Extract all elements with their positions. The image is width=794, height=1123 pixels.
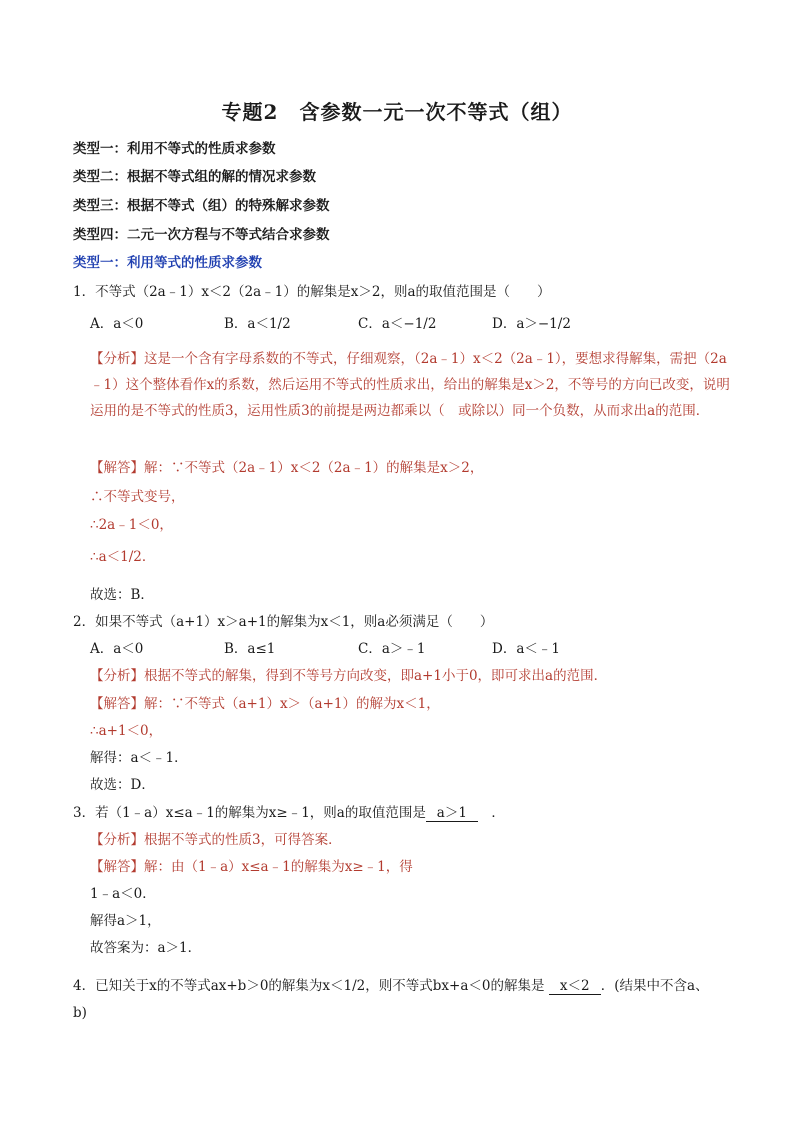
question-1-solution-line: ∴不等式变号， — [90, 489, 185, 505]
question-2-analysis: 【分析】根据不等式的解集，得到不等号方向改变，即a+1小于0，即可求出a的范围． — [90, 668, 608, 684]
option-c: C．a＞﹣1 — [358, 641, 426, 657]
type-list-item-2: 类型二：根据不等式组的解的情况求参数 — [73, 169, 316, 185]
question-3-analysis: 【分析】根据不等式的性质3，可得答案． — [90, 832, 342, 848]
answer-blank: x＜2 — [549, 974, 601, 995]
type-list-item-1: 类型一：利用不等式的性质求参数 — [73, 141, 276, 157]
question-1-options — [90, 312, 626, 332]
question-1-analysis: 【分析】这是一个含有字母系数的不等式，仔细观察，（2a﹣1）x＜2（2a﹣1），要想求得解集，需把（2a﹣1）这个整体看作x的系数，然后运用不等式的性质求出，给出的解集是x＞2，不等号的方向已改变，说明运用的是不等式的性质3，运用性质3的前提是两边都乘以（ 或除以）同一个负数，从而求出a的范围． — [90, 351, 730, 419]
section-heading: 类型一：利用等式的性质求参数 — [73, 255, 262, 271]
question-4-stem-continuation: b) — [73, 1005, 87, 1021]
answer-blank: a＞1 — [426, 801, 478, 822]
question-4-stem-text: 4．已知关于x的不等式ax+b＞0的解集为x＜1/2，则不等式bx+a＜0的解集是 — [73, 978, 545, 994]
option-d: D．a＜﹣1 — [492, 641, 560, 657]
question-4-stem-tail: ．(结果中不含a、 — [600, 978, 709, 994]
option-d: D．a＞−1/2 — [492, 316, 571, 332]
question-2-stem: 2．如果不等式（a+1）x＞a+1的解集为x＜1，则a必须满足（ ） — [73, 614, 494, 630]
question-2-options — [90, 637, 626, 657]
question-3-solution-line: 1﹣a＜0． — [90, 886, 156, 902]
question-1-solution-line: 故选：B． — [90, 587, 154, 603]
question-2-solution-line: 故选：D． — [90, 777, 155, 793]
question-3-stem-text: 3．若（1﹣a）x≤a﹣1的解集为x≥﹣1，则a的取值范围是 — [73, 805, 426, 821]
question-1-stem: 1．不等式（2a﹣1）x＜2（2a﹣1）的解集是x＞2，则a的取值范围是（ ） — [73, 284, 551, 300]
question-3-solution-line: 故答案为：a＞1． — [90, 940, 202, 956]
question-1-solution-line: ∴a＜1/2． — [90, 549, 156, 565]
period: ． — [477, 805, 505, 821]
option-a: A．a＜0 — [90, 316, 144, 332]
question-1-solution-line: ∴2a﹣1＜0， — [90, 517, 173, 533]
question-2-solution-line: ∴a+1＜0， — [90, 723, 163, 739]
page-title: 专题2 含参数一元一次不等式（组） — [221, 100, 573, 124]
type-list-item-3: 类型三：根据不等式（组）的特殊解求参数 — [73, 198, 330, 214]
question-3-solution-line: 解得a＞1， — [90, 913, 161, 929]
question-3-solution-line: 【解答】解：由（1﹣a）x≤a﹣1的解集为x≥﹣1，得 — [90, 859, 413, 875]
question-3-stem — [73, 801, 505, 822]
type-list-item-4: 类型四：二元一次方程与不等式结合求参数 — [73, 227, 330, 243]
option-c: C．a＜−1/2 — [358, 316, 437, 332]
option-b: B．a≤1 — [224, 641, 276, 657]
question-1-solution-line: 【解答】解：∵不等式（2a﹣1）x＜2（2a﹣1）的解集是x＞2， — [90, 460, 484, 476]
question-2-solution-line: 【解答】解：∵不等式（a+1）x＞（a+1）的解为x＜1， — [90, 696, 440, 712]
option-a: A．a＜0 — [90, 641, 144, 657]
question-2-solution-line: 解得：a＜﹣1． — [90, 750, 188, 766]
option-b: B．a＜1/2 — [224, 316, 291, 332]
question-4-stem — [73, 974, 709, 995]
